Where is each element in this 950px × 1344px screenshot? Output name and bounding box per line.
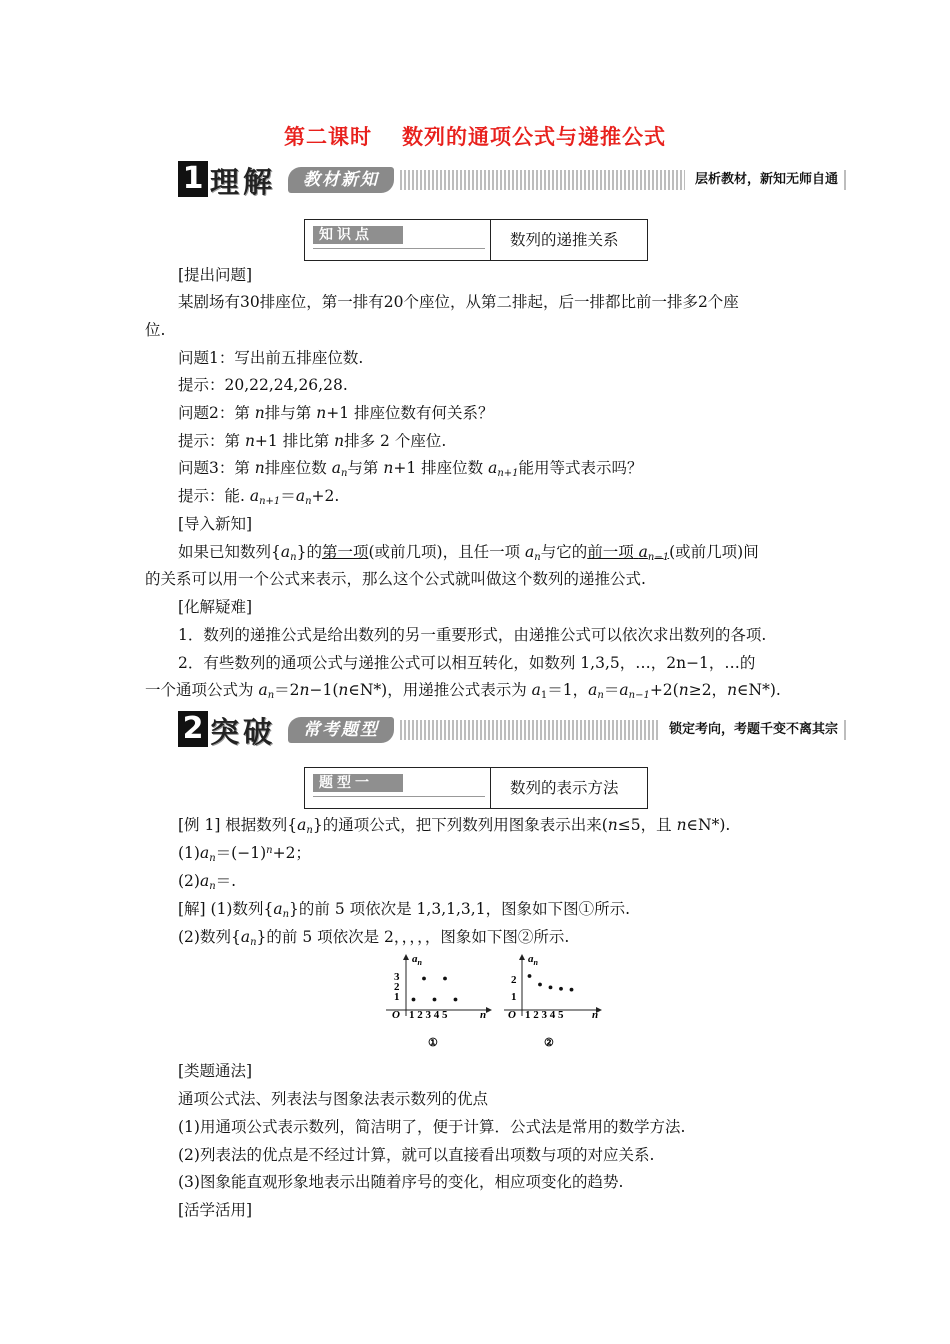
knowledge-box xyxy=(304,219,648,261)
figure-2-plot xyxy=(496,952,611,1052)
y-axis-label: $a_n$ xyxy=(412,953,422,967)
question-3: 问题3：第 n排座位数 $a_n$与第 n+1 排座位数 $a_{n+1}$能用等式表示吗？ xyxy=(178,459,643,479)
x-axis-arrow xyxy=(486,1007,492,1013)
y-tick-label: 3 xyxy=(394,971,400,983)
hint-3: 提示：能. $a_{n+1}=a_n+2$. xyxy=(178,487,340,507)
banner-tag: 常考题型 xyxy=(288,717,394,743)
data-point xyxy=(454,998,458,1002)
box-divider xyxy=(490,768,491,808)
knowledge-label: 知识点 xyxy=(313,226,403,244)
solution-2: (2)数列$\{a_n\}$的前 5 项依次是 2，，，，，图象如下图②所示. xyxy=(178,928,570,948)
section-heading: [导入新知] xyxy=(178,515,253,533)
banner-note: 层析教材，新知无师自通 xyxy=(685,170,842,190)
box-divider xyxy=(490,220,491,260)
question-type-topic: 数列的表示方法 xyxy=(510,779,619,797)
y-tick-label: 1 xyxy=(394,991,400,1003)
y-axis-arrow xyxy=(403,954,409,960)
data-point xyxy=(443,977,447,981)
data-point xyxy=(538,983,542,987)
banner-number: 1 xyxy=(178,161,208,197)
data-point xyxy=(528,974,532,978)
data-points xyxy=(528,974,574,991)
hint-1: 提示：20,22,24,26,28. xyxy=(178,376,348,394)
data-point xyxy=(422,977,426,981)
banner-number: 2 xyxy=(178,711,208,747)
section-banner-2 xyxy=(178,711,848,747)
label-underline xyxy=(313,244,485,249)
section-heading: [活学活用] xyxy=(178,1201,253,1219)
y-tick-label: 2 xyxy=(511,974,517,986)
y-tick-label: 2 xyxy=(394,981,400,993)
x-axis-label: n xyxy=(592,1009,599,1021)
paragraph: 1．数列的递推公式是给出数列的另一重要形式，由递推公式可以依次求出数列的各项. xyxy=(178,626,767,644)
figure-1-plot xyxy=(378,952,493,1052)
data-point xyxy=(570,988,574,992)
example-part-1: $(1)a_n=(-1)^n+2$； xyxy=(178,844,311,864)
paragraph: (3)图象能直观形象地表示出随着序号的变化，相应项变化的趋势. xyxy=(178,1173,624,1191)
question-type-label: 题型一 xyxy=(313,774,403,792)
paragraph: (2)列表法的优点是不经过计算，就可以直接看出项数与项的对应关系. xyxy=(178,1146,655,1164)
y-axis-label: $a_n$ xyxy=(528,953,538,967)
banner-heading: 突破 xyxy=(210,715,277,749)
paragraph: 的关系可以用一个公式来表示，那么这个公式就叫做这个数列的递推公式. xyxy=(145,570,646,588)
paragraph: 位. xyxy=(145,321,166,339)
banner-tag: 教材新知 xyxy=(288,167,394,193)
knowledge-topic: 数列的递推关系 xyxy=(510,231,619,249)
origin-label: O xyxy=(508,1009,516,1021)
banner-heading: 理解 xyxy=(210,165,277,199)
paragraph: 一个通项公式为 $a_n=2n-1(n\in N*)$，用递推公式表示为 $a_1=1$，$a_n=a_{n-1}+2(n\ge 2$，n∈N*). xyxy=(145,681,781,701)
origin-label: O xyxy=(392,1009,400,1021)
question-1: 问题1：写出前五排座位数. xyxy=(178,349,364,367)
page-title: 第二课时 数列的通项公式与递推公式 xyxy=(284,125,666,149)
question-2: 问题2：第 n排与第 n+1 排座位数有何关系？ xyxy=(178,404,494,422)
example-part-2: $(2)a_n=$. xyxy=(178,872,237,892)
x-tick-labels: 1 2 3 4 5 xyxy=(525,1009,564,1021)
section-banner-1 xyxy=(178,161,848,197)
hint-2: 提示：第 n+1 排比第 n排多 2 个座位. xyxy=(178,432,447,450)
banner-note: 锁定考向，考题千变不离其宗 xyxy=(659,720,842,740)
question-type-box xyxy=(304,767,648,809)
x-axis-label: n xyxy=(480,1009,487,1021)
data-point xyxy=(433,998,437,1002)
data-points xyxy=(412,977,458,1002)
paragraph: 某剧场有30排座位，第一排有20个座位，从第二排起，后一排都比前一排多2个座 xyxy=(178,293,739,311)
paragraph: (1)用通项公式表示数列，简洁明了，便于计算．公式法是常用的数学方法. xyxy=(178,1118,686,1136)
data-point xyxy=(549,985,553,989)
paragraph: 2．有些数列的通项公式与递推公式可以相互转化，如数列 1,3,5，…，2n−1，…的 xyxy=(178,654,756,672)
data-point xyxy=(559,987,563,991)
section-heading: [提出问题] xyxy=(178,266,253,284)
figure-caption: ① xyxy=(428,1037,438,1049)
paragraph: 如果已知数列$\{a_n\}$的第一项(或前几项)，且任一项 $a_n$与它的前一项 $a_{n-1}$(或前几项)间 xyxy=(178,543,759,563)
solution-1: [解] (1)数列$\{a_n\}$的前 5 项依次是 1,3,1,3,1，图象如下图①所示. xyxy=(178,900,630,920)
y-axis-arrow xyxy=(519,954,525,960)
example-1: [例 1] 根据数列$\{a_n\}$的通项公式，把下列数列用图象表示出来(n≤5，且 n∈N*). xyxy=(178,816,731,836)
data-point xyxy=(412,998,416,1002)
section-heading: [化解疑难] xyxy=(178,598,253,616)
y-tick-label: 1 xyxy=(511,991,517,1003)
label-underline xyxy=(313,792,485,797)
paragraph: 通项公式法、列表法与图象法表示数列的优点 xyxy=(178,1090,489,1108)
x-tick-labels: 1 2 3 4 5 xyxy=(409,1009,448,1021)
section-heading: [类题通法] xyxy=(178,1062,253,1080)
figure-caption: ② xyxy=(544,1037,554,1049)
